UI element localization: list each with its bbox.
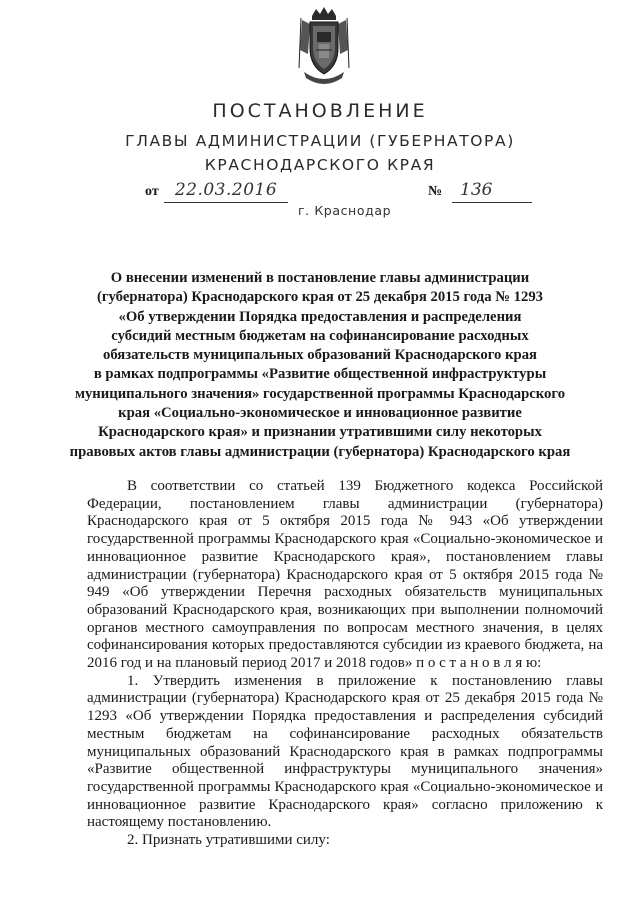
title-line: субсидий местным бюджетам на софинансирование расходных [111, 327, 529, 344]
document-title [60, 269, 580, 462]
title-line: Краснодарского края» и признании утратившими силу некоторых [98, 424, 542, 441]
title-line: в рамках подпрограммы «Развитие общественной инфраструктуры [93, 366, 547, 383]
city-label: г. Краснодар [298, 203, 392, 218]
title-line: О внесении изменений в постановление главы администрации [110, 270, 530, 286]
date-label: от [145, 184, 159, 199]
handwritten-number: 136 [460, 180, 493, 200]
title-line: (губернатора) Краснодарского края от 25 декабря 2015 года № 1293 [96, 289, 544, 306]
number-label: № [428, 184, 443, 199]
handwritten-date: 22.03.2016 [174, 180, 278, 200]
title-line: обязательств муниципальных образований Краснодарского края [102, 347, 537, 364]
title-line: правовых актов главы администрации (губернатора) Краснодарского края [69, 443, 571, 460]
krasnodar-coat-of-arms-icon [296, 6, 352, 86]
title-line: края «Социально-экономическое и инновационное развитие [118, 405, 522, 422]
issuer-heading-line1: ГЛАВЫ АДМИНИСТРАЦИИ (ГУБЕРНАТОРА) [125, 132, 515, 150]
issuer-heading-line2: КРАСНОДАРСКОГО КРАЯ [204, 156, 436, 174]
number-underline [452, 202, 532, 203]
title-line: муниципального значения» государственной программы Краснодарского [74, 385, 566, 402]
document-type-heading: ПОСТАНОВЛЕНИЕ [212, 100, 428, 122]
date-underline [164, 202, 288, 203]
title-line: «Об утверждении Порядка предоставления и распределения [118, 308, 522, 325]
item-2-paragraph: 2. Признать утратившими силу: [127, 832, 330, 849]
item-1-paragraph: 1. Утвердить изменения в приложение к постановлению главы администрации (губернатора) Краснодарского края от 25 декабря 2015 года № 1293 «Об утверждении Порядка предоставления и распределения субсидий местным бюджетам на софинансирование расходных обязательств муниципальных образований Краснодарского края в рамках подпрограммы «Развитие общественной инфраструктуры муниципального значения» государственной программы Краснодарского края «Социально-экономическое и инновационное развитие Краснодарского края» согласно приложению к настоящему постановлению. [87, 672, 603, 831]
document-body [87, 478, 603, 850]
preamble-paragraph: В соответствии со статьей 139 Бюджетного кодекса Российской Федерации, постановлением главы администрации (губернатора) Краснодарского края от 5 октября 2015 года № 943 «Об утверждении государственной программы Краснодарского края «Социально-экономическое и инновационное развитие Краснодарского края», постановлением главы администрации (губернатора) Краснодарского края от 5 октября 2015 года № 949 «Об утверждении Перечня расходных обязательств муниципальных образований Краснодарского края, возникающих при выполнении полномочий органов местного самоуправления по вопросам местного значения, в целях софинансирования которых предоставляются субсидии из краевого бюджета, на 2016 год и на плановый период 2017 и 2018 годов» п о с т а н о в л я ю: [87, 478, 603, 672]
